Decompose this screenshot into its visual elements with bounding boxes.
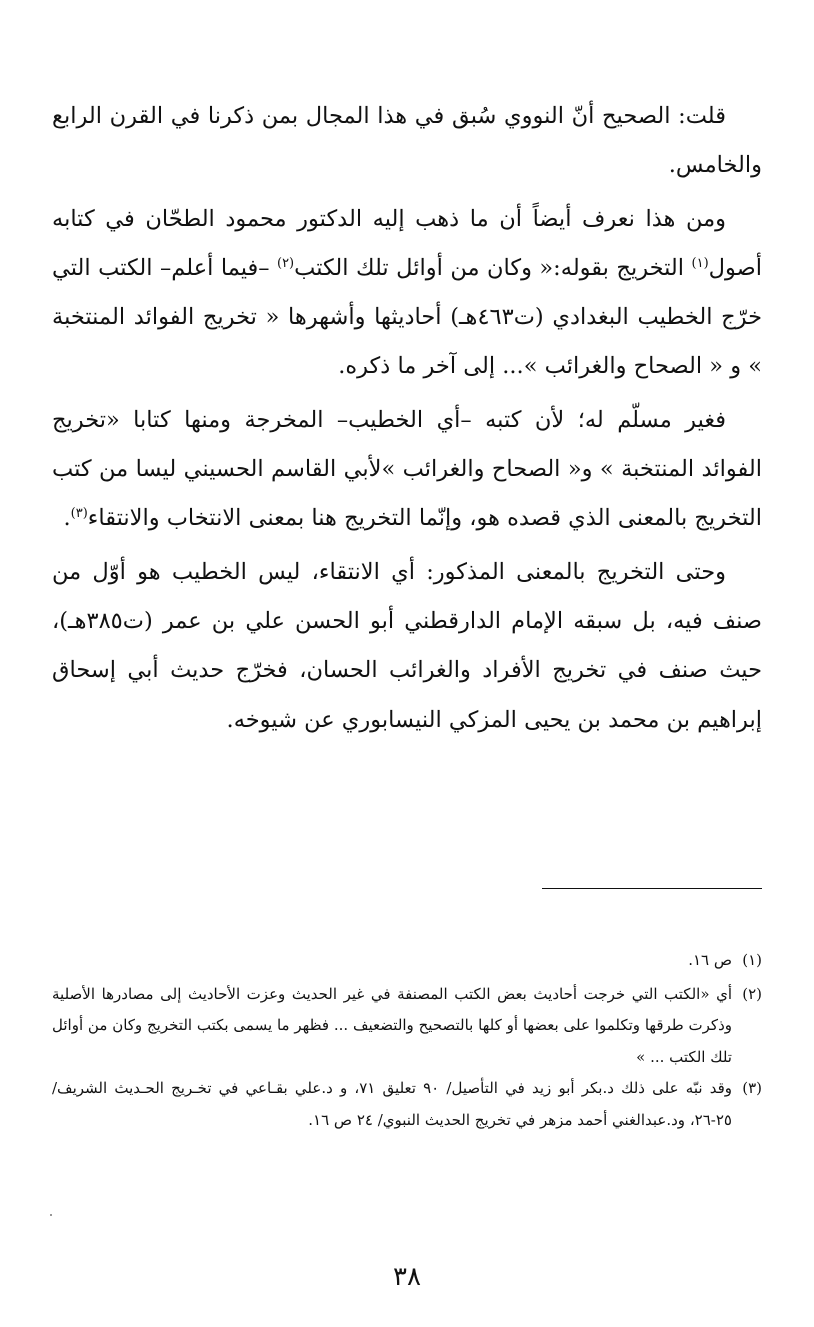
scan-speck xyxy=(50,1214,52,1216)
paragraph-2-part-c: –فيما أعلم– الكتب التي خرّج الخطيب البغدادي (ت٤٦٣هـ) أحاديثها وأشهرها « تخريج الفوائد المنتخبة » و « الصحاح والغرائب »... إلى آخر ما ذكره. xyxy=(52,254,762,380)
paragraph-2 xyxy=(52,195,762,392)
footnotes xyxy=(52,945,762,1136)
paragraph-3-part-b: . xyxy=(63,505,71,532)
paragraph-2-part-b: التخريج بقوله:« وكان من أوائل تلك الكتب xyxy=(294,254,692,281)
paragraph-3-part-a: فغير مسلّم له؛ لأن كتبه –أي الخطيب– المخرجة ومنها كتابا «تخريج الفوائد المنتخبة » و« الصحاح والغرائب »لأبي القاسم الحسيني ليسا من كتب التخريج بالمعنى الذي قصده هو، وإنّما التخريج هنا بمعنى الانتخاب والانتقاء xyxy=(52,406,762,532)
footnote-number: (١) xyxy=(742,951,762,969)
footnote-3 xyxy=(52,1073,762,1136)
footnote-1 xyxy=(52,945,762,977)
footnote-ref-3: (٣) xyxy=(70,506,88,522)
footnote-ref-1: (١) xyxy=(691,255,709,271)
paragraph-4: وحتى التخريج بالمعنى المذكور: أي الانتقاء، ليس الخطيب هو أوّل من صنف فيه، بل سبقه الإمام الدارقطني أبو الحسن علي بن عمر (ت٣٨٥هـ)، حيث صنف في تخريج الأفراد والغرائب الحسان، فخرّج حديث أبي إسحاق إبراهيم بن محمد بن يحيى المزكي النيسابوري عن شيوخه. xyxy=(52,558,762,733)
footnote-ref-2: (٢) xyxy=(276,255,295,271)
footnote-number: (٢) xyxy=(742,984,762,1003)
main-text xyxy=(52,92,762,749)
footnote-number: (٣) xyxy=(742,1079,762,1097)
page-number: ٣٨ xyxy=(393,1262,421,1292)
paragraph-1: قلت: الصحيح أنّ النووي سُبق في هذا المجال بمن ذكرنا في القرن الرابع والخامس. xyxy=(52,103,762,179)
paragraph-2-part-a: ومن هذا نعرف أيضاً أن ما ذهب إليه الدكتور محمود الطحّان في كتابه أصول xyxy=(52,205,762,281)
footnote-2 xyxy=(52,979,762,1074)
footnote-text: ص ١٦. xyxy=(688,951,732,969)
footnote-text: وقد نبّه على ذلك د.بكر أبو زيد في التأصيل/ ٩٠ تعليق ٧١، و د.علي بقـاعي في تخـريج الحـديث الشريف/ ٢٥-٢٦، ود.عبدالغني أحمد مزهر في تخريج الحديث النبوي/ ٢٤ ص ١٦. xyxy=(52,1079,732,1129)
paragraph-3 xyxy=(52,396,762,544)
footnote-divider xyxy=(542,888,762,889)
footnote-text: أي «الكتب التي خرجت أحاديث بعض الكتب المصنفة في غير الحديث وعزت الأحاديث إلى مصادرها الأصلية وذكرت طرقها وتكلموا على بعضها أو كلها بالتصحيح والتضعيف ... فظهر ما يسمى بكتب التخريج وكان من أوائل تلك الكتب ... » xyxy=(52,984,732,1066)
